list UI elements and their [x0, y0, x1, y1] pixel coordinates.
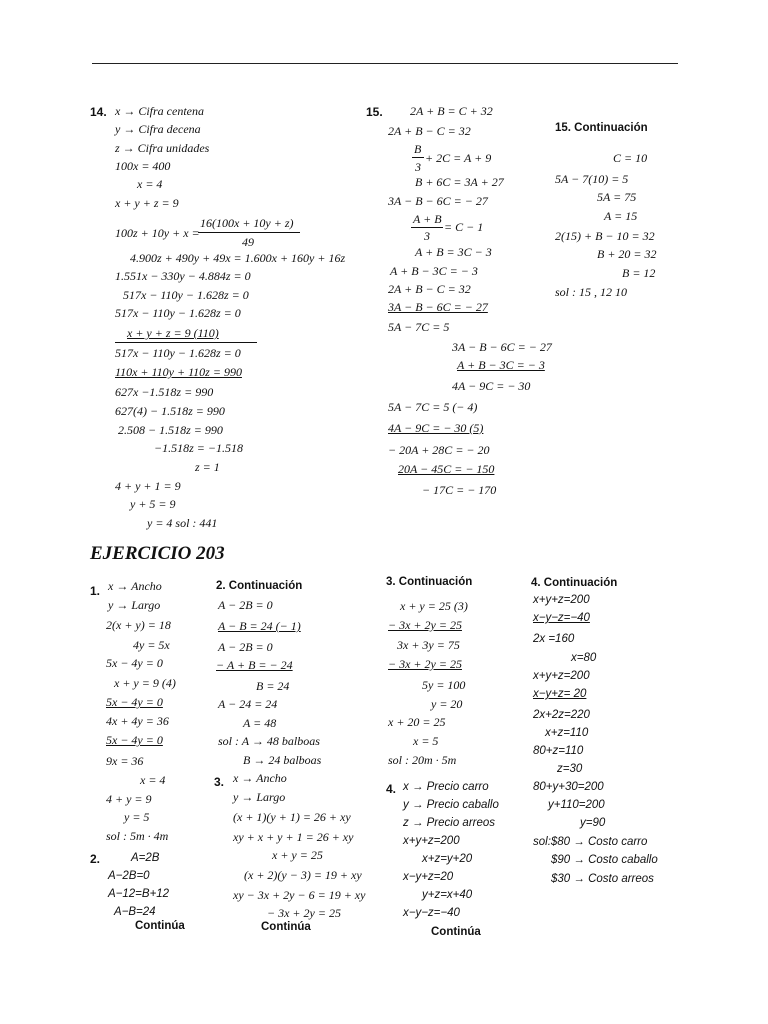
math-line: (x + 1)(y + 1) = 26 + xy — [233, 810, 351, 824]
math-line: A = 15 — [604, 209, 638, 223]
math-line: x + y + z = 9 — [115, 196, 179, 210]
math-line: $30 → Costo arreos — [551, 873, 654, 885]
math-line: 80+z=110 — [533, 745, 584, 757]
fraction-bar — [412, 157, 424, 158]
fraction-numerator: B — [414, 142, 422, 156]
math-line: x → Ancho — [233, 771, 287, 785]
problem-number: 1. — [90, 584, 101, 598]
math-line: 517x − 110y − 1.628z = 0 — [123, 288, 249, 302]
fraction-denominator: 3 — [415, 160, 421, 174]
math-line: 4 + y + 1 = 9 — [115, 479, 181, 493]
math-line: x → Ancho — [108, 579, 162, 593]
math-line: 100x = 400 — [115, 159, 171, 173]
math-line: A = 48 — [243, 716, 277, 730]
math-line: 4x + 4y = 36 — [106, 714, 169, 728]
math-line: − A + B = − 24 — [216, 658, 293, 672]
continua-label: Continúa — [431, 926, 481, 938]
math-line: −1.518z = −1.518 — [154, 441, 243, 455]
math-line: sol:$80 → Costo carro — [533, 836, 648, 848]
math-line: x + y = 25 — [272, 848, 323, 862]
math-line: 2(15) + B − 10 = 32 — [555, 229, 655, 243]
math-line: B = 12 — [622, 266, 656, 280]
math-line: − 3x + 2y = 25 — [388, 618, 462, 632]
math-line: x+z=y+20 — [422, 853, 473, 865]
math-line: 3A − B − 6C = − 27 — [452, 340, 552, 354]
math-line: 3A − B − 6C = − 27 — [388, 300, 488, 314]
fraction-denominator: 49 — [242, 235, 254, 249]
sum-line — [115, 342, 257, 343]
math-line: x+y+z=200 — [533, 670, 590, 682]
math-line: 5A − 7C = 5 (− 4) — [388, 400, 478, 414]
math-line: y → Precio caballo — [403, 799, 499, 811]
math-line: y+110=200 — [548, 799, 605, 811]
math-line: A − 2B = 0 — [218, 640, 273, 654]
section-header: 4. Continuación — [531, 577, 618, 589]
math-line: z=30 — [557, 763, 583, 775]
math-line: x+y+z=200 — [533, 594, 590, 606]
math-line: y → Largo — [233, 790, 286, 804]
math-line: 5x − 4y = 0 — [106, 733, 163, 747]
math-line: x−y+z=20 — [403, 871, 454, 883]
problem-number: 3. — [214, 775, 225, 789]
math-line: 100z + 10y + x = — [115, 226, 200, 240]
math-line: 5x − 4y = 0 — [106, 656, 163, 670]
top-rule — [92, 63, 678, 64]
math-line: 627(4) − 1.518z = 990 — [115, 404, 225, 418]
math-line: y + 5 = 9 — [130, 497, 176, 511]
math-line: x = 5 — [413, 734, 439, 748]
problem-number: 15. — [366, 105, 383, 119]
section-title: EJERCICIO 203 — [90, 543, 225, 564]
math-line: 2A + B − C = 32 — [388, 124, 471, 138]
math-line: − 20A + 28C = − 20 — [388, 443, 490, 457]
math-line: 5A = 75 — [597, 190, 637, 204]
math-line: B = 24 — [256, 679, 290, 693]
math-line: 5A − 7(10) = 5 — [555, 172, 629, 186]
math-line: 4y = 5x — [133, 638, 170, 652]
math-line: A + B = 3C − 3 — [415, 245, 492, 259]
math-line: − 3x + 2y = 25 — [267, 906, 341, 920]
math-line: 2x+2z=220 — [533, 709, 590, 721]
math-line: sol : 20m · 5m — [388, 753, 457, 767]
math-line: A=2B — [131, 852, 160, 864]
math-line: A + B − 3C = − 3 — [390, 264, 478, 278]
math-line: A−B=24 — [114, 906, 156, 918]
math-line: 4.900z + 490y + 49x = 1.600x + 160y + 16z — [130, 251, 346, 265]
fraction-numerator: A + B — [413, 212, 442, 226]
math-line: 627x −1.518z = 990 — [115, 385, 214, 399]
math-line: = C − 1 — [444, 220, 484, 234]
math-line: y = 4 sol : 441 — [147, 516, 218, 530]
math-line: x → Cifra centena — [115, 104, 204, 118]
math-line: 2x =160 — [533, 633, 575, 645]
math-line: A − 2B = 0 — [218, 598, 273, 612]
math-line: (x + 2)(y − 3) = 19 + xy — [244, 868, 362, 882]
math-line: 4 + y = 9 — [106, 792, 152, 806]
math-line: 3x + 3y = 75 — [397, 638, 460, 652]
math-line: y=90 — [580, 817, 606, 829]
math-line: 5A − 7C = 5 — [388, 320, 450, 334]
math-line: A − B = 24 (− 1) — [218, 619, 301, 633]
math-line: A−2B=0 — [108, 870, 150, 882]
math-line: y = 20 — [431, 697, 463, 711]
continua-label: Continúa — [261, 921, 311, 933]
math-line: x−y+z= 20 — [533, 688, 587, 700]
math-line: A − 24 = 24 — [218, 697, 278, 711]
math-line: x−y−z=−40 — [403, 907, 460, 919]
math-line: A−12=B+12 — [108, 888, 170, 900]
section-header: 2. Continuación — [216, 580, 303, 592]
math-line: − 3x + 2y = 25 — [388, 657, 462, 671]
math-line: 110x + 110y + 110z = 990 — [115, 365, 242, 379]
math-line: y+z=x+40 — [422, 889, 473, 901]
math-line: 80+y+30=200 — [533, 781, 604, 793]
math-line: 2A + B = C + 32 — [410, 104, 493, 118]
math-line: x → Precio carro — [403, 781, 489, 793]
math-line: xy − 3x + 2y − 6 = 19 + xy — [233, 888, 366, 902]
math-line: y → Cifra decena — [115, 122, 201, 136]
continua-label: Continúa — [135, 920, 185, 932]
fraction-bar — [198, 232, 300, 233]
math-line: + 2C = A + 9 — [425, 151, 492, 165]
math-line: sol : 15 , 12 10 — [555, 285, 627, 299]
math-line: z → Cifra unidades — [115, 141, 210, 155]
math-line: x = 4 — [140, 773, 166, 787]
math-line: 2.508 − 1.518z = 990 — [118, 423, 223, 437]
math-line: x=80 — [571, 652, 597, 664]
math-line: z = 1 — [195, 460, 220, 474]
math-line: xy + x + y + 1 = 26 + xy — [233, 830, 354, 844]
math-line: y → Largo — [108, 598, 161, 612]
math-line: 517x − 110y − 1.628z = 0 — [115, 346, 241, 360]
math-line: sol : A → 48 balboas — [218, 734, 320, 748]
math-line: x = 4 — [137, 177, 163, 191]
problem-number: 4. — [386, 782, 397, 796]
math-line: x+z=110 — [545, 727, 589, 739]
math-line: 2A + B − C = 32 — [388, 282, 471, 296]
fraction-numerator: 16(100x + 10y + z) — [200, 216, 294, 230]
math-line: 4A − 9C = − 30 — [452, 379, 531, 393]
math-line: 3A − B − 6C = − 27 — [388, 194, 488, 208]
math-line: 5y = 100 — [422, 678, 466, 692]
math-line: x+y+z=200 — [403, 835, 460, 847]
math-line: $90 → Costo caballo — [551, 854, 658, 866]
section-header: 15. Continuación — [555, 122, 648, 134]
math-line: 517x − 110y − 1.628z = 0 — [115, 306, 241, 320]
math-line: z → Precio arreos — [403, 817, 496, 829]
math-line: 4A − 9C = − 30 (5) — [388, 421, 484, 435]
math-line: 5x − 4y = 0 — [106, 695, 163, 709]
math-line: B + 6C = 3A + 27 — [415, 175, 504, 189]
fraction-bar — [411, 227, 443, 228]
math-line: 20A − 45C = − 150 — [398, 462, 495, 476]
problem-number: 14. — [90, 105, 107, 119]
math-line: − 17C = − 170 — [422, 483, 497, 497]
math-line: sol : 5m · 4m — [106, 829, 169, 843]
math-line: B → 24 balboas — [243, 753, 322, 767]
section-header: 3. Continuación — [386, 576, 473, 588]
math-line: 1.551x − 330y − 4.884z = 0 — [115, 269, 251, 283]
math-line: A + B − 3C = − 3 — [457, 358, 545, 372]
math-line: 2(x + y) = 18 — [106, 618, 171, 632]
math-line: x + y = 9 (4) — [114, 676, 176, 690]
math-line: C = 10 — [613, 151, 648, 165]
math-line: x + y + z = 9 (110) — [127, 326, 219, 340]
problem-number: 2. — [90, 852, 101, 866]
math-line: 9x = 36 — [106, 754, 144, 768]
math-line: y = 5 — [124, 810, 150, 824]
math-line: B + 20 = 32 — [597, 247, 657, 261]
fraction-denominator: 3 — [424, 229, 430, 243]
math-line: x + 20 = 25 — [388, 715, 446, 729]
math-line: x−y−z=−40 — [533, 612, 590, 624]
math-line: x + y = 25 (3) — [400, 599, 468, 613]
